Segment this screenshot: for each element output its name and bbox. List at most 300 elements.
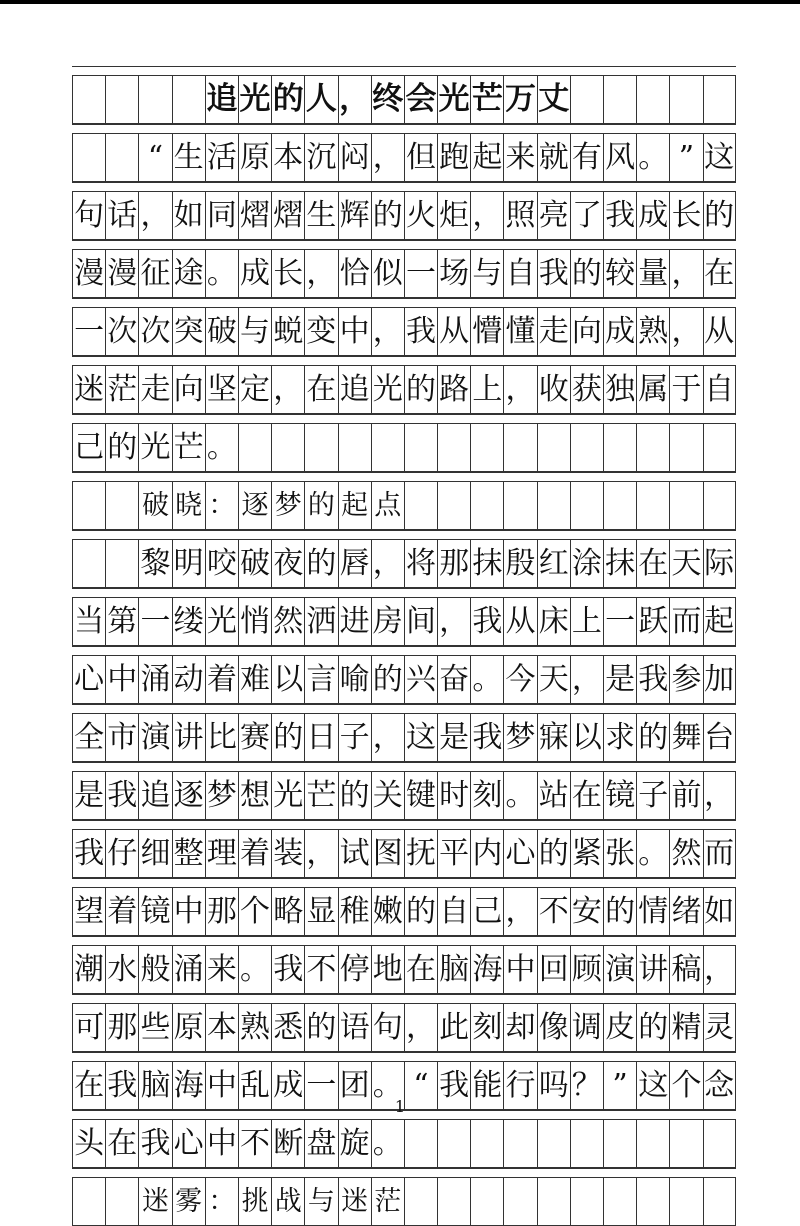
grid-cell: 顾	[570, 946, 603, 993]
grid-cell: 走	[138, 366, 171, 413]
grid-cell: 着	[238, 830, 271, 877]
grid-cell: 突	[172, 308, 205, 355]
grid-cell	[603, 482, 636, 529]
grid-cell: 光	[138, 424, 171, 471]
grid-cell: 的	[537, 830, 570, 877]
grid-cell: 子	[636, 772, 669, 819]
grid-cell: 可	[72, 1004, 105, 1051]
grid-cell: 芒	[304, 772, 337, 819]
grid-cell: 前	[669, 772, 702, 819]
grid-cells	[72, 76, 736, 124]
grid-cell: 赛	[238, 714, 271, 761]
grid-cell	[570, 482, 603, 529]
grid-cell: 的	[636, 714, 669, 761]
text-row	[72, 994, 736, 1052]
grid-cell: 我	[470, 598, 503, 645]
grid-cell	[503, 424, 536, 471]
grid-cell: ，	[437, 598, 470, 645]
grid-cells	[72, 366, 736, 414]
grid-cell: 夜	[271, 540, 304, 587]
grid-cell: 脑	[138, 1062, 171, 1109]
grid-cell	[105, 482, 138, 529]
grid-cell	[503, 1120, 536, 1167]
grid-cell	[470, 1178, 503, 1225]
grid-cell: 中	[172, 888, 205, 935]
grid-cell: 刻	[470, 772, 503, 819]
grid-cell: 挑	[238, 1178, 271, 1225]
grid-cell: 光	[238, 76, 271, 123]
grid-cell: 炬	[437, 192, 470, 239]
grid-cell: 向	[570, 308, 603, 355]
grid-cell: 唇	[338, 540, 371, 587]
grid-cell: 从	[437, 308, 470, 355]
grid-cell: 追	[138, 772, 171, 819]
grid-cell: 的	[304, 540, 337, 587]
grid-cell: 逐	[172, 772, 205, 819]
text-row	[72, 820, 736, 878]
grid-cell: 而	[703, 830, 736, 877]
grid-cell: 起	[338, 482, 371, 529]
grid-cell	[537, 424, 570, 471]
text-row	[72, 1110, 736, 1168]
grid-cell	[703, 424, 736, 471]
grid-cell: 追	[205, 76, 238, 123]
grid-cell: 收	[537, 366, 570, 413]
grid-cell: 的	[570, 250, 603, 297]
grid-cells	[72, 1004, 736, 1052]
subheading-row	[72, 1168, 736, 1226]
grid-cell: 抹	[470, 540, 503, 587]
grid-cell: 这	[404, 714, 437, 761]
grid-cell: 紧	[570, 830, 603, 877]
grid-cell: 我	[271, 946, 304, 993]
grid-cell	[72, 1178, 105, 1225]
grid-cell: 与	[238, 308, 271, 355]
grid-cell: 是	[437, 714, 470, 761]
grid-cell: 涌	[172, 946, 205, 993]
grid-cell: 黎	[138, 540, 171, 587]
grid-cell: 子	[338, 714, 371, 761]
grid-cell: 光	[271, 772, 304, 819]
grid-cell	[537, 1120, 570, 1167]
grid-cell: 光	[205, 598, 238, 645]
grid-cell: 市	[105, 714, 138, 761]
grid-cell: 平	[437, 830, 470, 877]
grid-cell: 一	[404, 250, 437, 297]
grid-cell: 自	[437, 888, 470, 935]
grid-cell: 的	[271, 714, 304, 761]
grid-cell: 破	[205, 308, 238, 355]
grid-cell: 念	[703, 1062, 736, 1109]
grid-cell	[437, 1178, 470, 1225]
grid-cell: 中	[338, 308, 371, 355]
grid-cell: 整	[172, 830, 205, 877]
grid-cell: 抹	[603, 540, 636, 587]
grid-cell: ，	[371, 540, 404, 587]
text-row	[72, 762, 736, 820]
grid-cell: 这	[636, 1062, 669, 1109]
grid-cell: 乱	[238, 1062, 271, 1109]
grid-cell: 。	[371, 1120, 404, 1167]
grid-cell: ”	[669, 134, 702, 181]
grid-cell: 台	[703, 714, 736, 761]
grid-cell: 梦	[205, 772, 238, 819]
grid-cell: 嫩	[371, 888, 404, 935]
grid-cell: 不	[537, 888, 570, 935]
grid-cell: ”	[603, 1062, 636, 1109]
grid-cell: 的	[404, 888, 437, 935]
grid-cell: 量	[636, 250, 669, 297]
grid-cell	[636, 424, 669, 471]
grid-cell: 变	[304, 308, 337, 355]
grid-cell: “	[404, 1062, 437, 1109]
grid-cell: 梦	[503, 714, 536, 761]
grid-cells	[72, 714, 736, 762]
grid-cell: 舞	[669, 714, 702, 761]
grid-cell: 动	[172, 656, 205, 703]
text-row	[72, 878, 736, 936]
grid-cell: ，	[470, 192, 503, 239]
grid-cell: 能	[470, 1062, 503, 1109]
grid-cells	[72, 1120, 736, 1168]
grid-cell: 间	[404, 598, 437, 645]
grid-cell: 日	[304, 714, 337, 761]
grid-cell: ，	[703, 946, 736, 993]
grid-cell	[537, 1178, 570, 1225]
grid-cell: 的	[105, 424, 138, 471]
text-row	[72, 182, 736, 240]
grid-cell	[669, 1120, 702, 1167]
grid-cell	[105, 540, 138, 587]
grid-cell	[404, 1178, 437, 1225]
grid-cell: 独	[603, 366, 636, 413]
grid-cell: 一	[304, 1062, 337, 1109]
grid-cell: 今	[503, 656, 536, 703]
grid-cell: 然	[271, 598, 304, 645]
grid-cell: 走	[537, 308, 570, 355]
grid-cell: ，	[338, 76, 371, 123]
grid-cell: 的	[304, 1004, 337, 1051]
grid-cell: 沉	[304, 134, 337, 181]
grid-cell	[404, 424, 437, 471]
grid-cell: 熟	[238, 1004, 271, 1051]
grid-cell: 熠	[238, 192, 271, 239]
grid-cell	[72, 76, 105, 123]
grid-cell: 难	[238, 656, 271, 703]
grid-cell: 灵	[703, 1004, 736, 1051]
grid-cell: 全	[72, 714, 105, 761]
grid-cell: 个	[669, 1062, 702, 1109]
grid-cell: 演	[603, 946, 636, 993]
grid-cell: 装	[271, 830, 304, 877]
grid-cell	[138, 76, 171, 123]
row-spacer	[72, 646, 736, 656]
grid-cell: 破	[238, 540, 271, 587]
grid-cell: 着	[105, 888, 138, 935]
grid-cell: 头	[72, 1120, 105, 1167]
grid-cell: 属	[636, 366, 669, 413]
grid-cell: 光	[437, 76, 470, 123]
grid-cell: 内	[470, 830, 503, 877]
grid-cell: 当	[72, 598, 105, 645]
grid-cell: 本	[271, 134, 304, 181]
grid-cell: 不	[238, 1120, 271, 1167]
grid-cell: 细	[138, 830, 171, 877]
grid-cell: 此	[437, 1004, 470, 1051]
grid-cell: 迷	[338, 1178, 371, 1225]
grid-cell: 本	[205, 1004, 238, 1051]
grid-cell: ，	[371, 308, 404, 355]
grid-cell: 殷	[503, 540, 536, 587]
grid-cell: 地	[371, 946, 404, 993]
grid-cell: 自	[703, 366, 736, 413]
grid-cell: 。	[636, 134, 669, 181]
grid-cell: 回	[537, 946, 570, 993]
grid-cell	[404, 1120, 437, 1167]
grid-cell: 我	[537, 250, 570, 297]
grid-cell: 一	[138, 598, 171, 645]
grid-cell: 来	[205, 946, 238, 993]
grid-cell: 断	[271, 1120, 304, 1167]
grid-cell	[636, 76, 669, 123]
grid-cell: “	[138, 134, 171, 181]
text-row	[72, 414, 736, 472]
grid-cell: 于	[669, 366, 702, 413]
grid-cell: 活	[205, 134, 238, 181]
title-row	[72, 66, 736, 124]
grid-cell: 原	[172, 1004, 205, 1051]
grid-cell: 句	[72, 192, 105, 239]
grid-cell: 懵	[470, 308, 503, 355]
row-spacer	[72, 240, 736, 250]
grid-cell	[636, 1178, 669, 1225]
grid-cell: 终	[371, 76, 404, 123]
grid-cell: 站	[537, 772, 570, 819]
grid-cell: ：	[205, 1178, 238, 1225]
grid-cell: 就	[537, 134, 570, 181]
grid-cell: 万	[503, 76, 536, 123]
grid-cell: 芒	[172, 424, 205, 471]
grid-cell: 的	[636, 1004, 669, 1051]
grid-cell: 起	[703, 598, 736, 645]
grid-cell: 盘	[304, 1120, 337, 1167]
grid-cell: 但	[404, 134, 437, 181]
subheading-row	[72, 472, 736, 530]
grid-cell: 咬	[205, 540, 238, 587]
grid-cell: 讲	[636, 946, 669, 993]
row-spacer	[72, 762, 736, 772]
grid-cell: 茫	[371, 1178, 404, 1225]
grid-cell	[172, 76, 205, 123]
grid-cell: 人	[304, 76, 337, 123]
grid-cell: 些	[138, 1004, 171, 1051]
grid-cell	[636, 482, 669, 529]
grid-cell: 自	[503, 250, 536, 297]
grid-cell: ，	[669, 308, 702, 355]
grid-cells	[72, 946, 736, 994]
grid-cell	[669, 424, 702, 471]
grid-cell: ，	[669, 250, 702, 297]
grid-cell: 涂	[570, 540, 603, 587]
grid-cell: ，	[503, 366, 536, 413]
grid-cell: ，	[570, 656, 603, 703]
grid-cell: 如	[172, 192, 205, 239]
grid-cell	[703, 76, 736, 123]
grid-cell: 海	[172, 1062, 205, 1109]
row-spacer	[72, 878, 736, 888]
grid-cell: 在	[570, 772, 603, 819]
grid-cell: 稿	[669, 946, 702, 993]
grid-cell: 己	[72, 424, 105, 471]
grid-cell: 像	[537, 1004, 570, 1051]
grid-cell: 中	[205, 1120, 238, 1167]
grid-cell: 显	[304, 888, 337, 935]
grid-cell: 在	[105, 1120, 138, 1167]
page-number: 1	[394, 1097, 406, 1116]
row-spacer	[72, 530, 736, 540]
grid-cell: 潮	[72, 946, 105, 993]
grid-cell: 是	[72, 772, 105, 819]
grid-cell: 键	[404, 772, 437, 819]
grid-cell	[570, 424, 603, 471]
grid-cell	[371, 424, 404, 471]
grid-cell	[338, 424, 371, 471]
grid-cell: 坚	[205, 366, 238, 413]
grid-cell	[470, 1120, 503, 1167]
grid-cell: 心	[503, 830, 536, 877]
grid-cell: 想	[238, 772, 271, 819]
grid-cell: 生	[172, 134, 205, 181]
grid-cell: 绪	[669, 888, 702, 935]
grid-cell: 成	[238, 250, 271, 297]
grid-cell: 悄	[238, 598, 271, 645]
grid-cell: 懂	[503, 308, 536, 355]
grid-cell: 来	[503, 134, 536, 181]
grid-cell: 心	[172, 1120, 205, 1167]
grid-cell: 亮	[537, 192, 570, 239]
grid-cells	[72, 482, 736, 530]
grid-cell: 次	[105, 308, 138, 355]
grid-cell: ，	[304, 830, 337, 877]
grid-cell: 。	[371, 1062, 404, 1109]
grid-cell	[105, 1178, 138, 1225]
grid-cell: 途	[172, 250, 205, 297]
grid-cell	[669, 482, 702, 529]
grid-cell	[636, 1120, 669, 1167]
grid-cell: 加	[703, 656, 736, 703]
grid-cell: 丈	[537, 76, 570, 123]
grid-cell: 熠	[271, 192, 304, 239]
grid-cell	[703, 1178, 736, 1225]
grid-cell: 漫	[72, 250, 105, 297]
grid-cell: 进	[338, 598, 371, 645]
grid-cell: 我	[470, 714, 503, 761]
grid-cells	[72, 308, 736, 356]
grid-cell: 与	[304, 1178, 337, 1225]
grid-cell: ，	[703, 772, 736, 819]
grid-cell: ，	[371, 134, 404, 181]
grid-cell: 获	[570, 366, 603, 413]
grid-cell: 脑	[437, 946, 470, 993]
grid-cell: 上	[470, 366, 503, 413]
grid-cell: 仔	[105, 830, 138, 877]
grid-cell: ，	[138, 192, 171, 239]
grid-cell: 成	[271, 1062, 304, 1109]
grid-cell: 战	[271, 1178, 304, 1225]
grid-cell: 镜	[138, 888, 171, 935]
grid-cell	[570, 1178, 603, 1225]
grid-cell: 稚	[338, 888, 371, 935]
grid-cell	[669, 1178, 702, 1225]
grid-cell	[105, 134, 138, 181]
grid-cell: 照	[503, 192, 536, 239]
grid-cell: 在	[404, 946, 437, 993]
grid-cell: 破	[138, 482, 171, 529]
grid-cell: 风	[603, 134, 636, 181]
grid-cells	[72, 830, 736, 878]
grid-cell: 点	[371, 482, 404, 529]
grid-cell: 参	[669, 656, 702, 703]
grid-cell: 不	[304, 946, 337, 993]
grid-cell: 光	[371, 366, 404, 413]
text-row	[72, 588, 736, 646]
row-spacer	[72, 1168, 736, 1178]
grid-cells	[72, 250, 736, 298]
grid-cell: 生	[304, 192, 337, 239]
grid-cell: 在	[703, 250, 736, 297]
grid-cell: 。	[205, 424, 238, 471]
grid-cell: 水	[105, 946, 138, 993]
grid-cells	[72, 598, 736, 646]
row-spacer	[72, 1052, 736, 1062]
grid-cells	[72, 772, 736, 820]
top-border	[0, 0, 800, 4]
grid-cells	[72, 656, 736, 704]
row-spacer	[72, 588, 736, 598]
grid-cell: 第	[105, 598, 138, 645]
grid-cell: 句	[371, 1004, 404, 1051]
row-spacer	[72, 704, 736, 714]
grid-cell: 团	[338, 1062, 371, 1109]
grid-cell: 望	[72, 888, 105, 935]
grid-cell: 同	[205, 192, 238, 239]
grid-cell: 这	[703, 134, 736, 181]
grid-cell: 如	[703, 888, 736, 935]
grid-cell: 原	[238, 134, 271, 181]
grid-cell	[304, 424, 337, 471]
grid-cell: 己	[470, 888, 503, 935]
text-row	[72, 240, 736, 298]
grid-cell: 有	[570, 134, 603, 181]
grid-cell: 起	[470, 134, 503, 181]
grid-cell: 将	[404, 540, 437, 587]
grid-cell: 天	[537, 656, 570, 703]
grid-cell: 会	[404, 76, 437, 123]
grid-cell: ，	[271, 366, 304, 413]
grid-cell: 旋	[338, 1120, 371, 1167]
grid-cell: 皮	[603, 1004, 636, 1051]
grid-cell: 关	[371, 772, 404, 819]
grid-cell: 然	[669, 830, 702, 877]
grid-cell: 演	[138, 714, 171, 761]
grid-cell	[603, 76, 636, 123]
grid-cell: ？	[570, 1062, 603, 1109]
grid-cells	[72, 192, 736, 240]
grid-cell: 安	[570, 888, 603, 935]
grid-cell: 时	[437, 772, 470, 819]
text-row	[72, 124, 736, 182]
grid-cell: 吗	[537, 1062, 570, 1109]
